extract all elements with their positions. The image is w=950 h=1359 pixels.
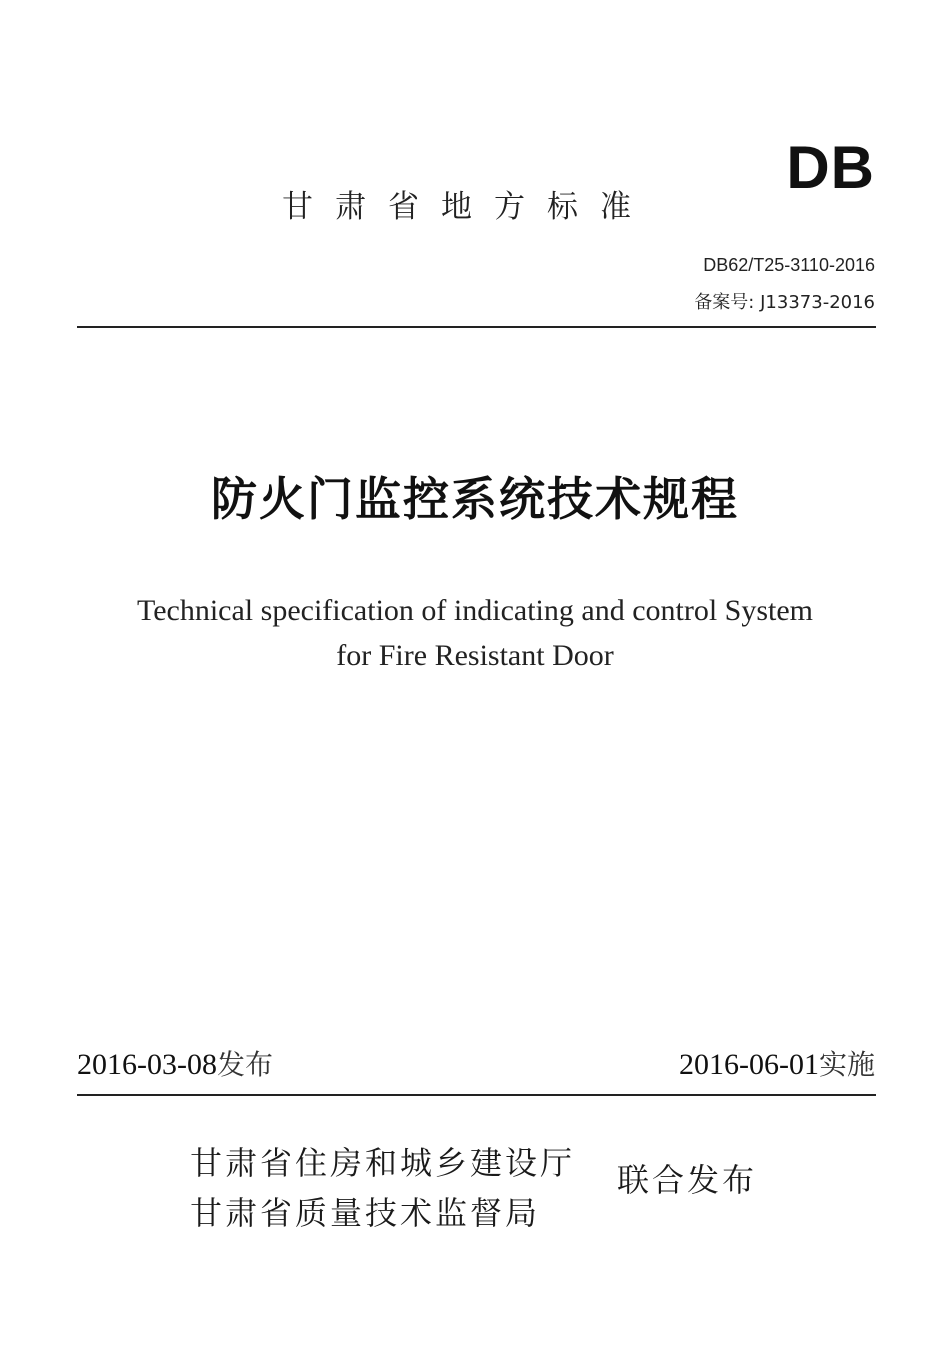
footer-divider [77, 1094, 876, 1096]
record-number-label: 备案号: [694, 292, 755, 313]
publisher-list [190, 1138, 575, 1238]
issue-label: 发布 [216, 1048, 273, 1081]
standard-number: DB62/T25-3110-2016 [703, 255, 875, 275]
english-title-line-1: Technical specification of indicating and control System [136, 594, 814, 627]
record-number-value: J13373-2016 [760, 292, 875, 313]
joint-publication-label: 联合发布 [617, 1161, 758, 1199]
publisher-item: 甘肃省住房和城乡建设厅 [190, 1144, 576, 1182]
header-divider [77, 326, 876, 328]
english-title-line-2: for Fire Resistant Door [336, 639, 614, 672]
document-title-chinese: 防火门监控系统技术规程 [211, 472, 739, 526]
db-standard-mark: DB [786, 134, 875, 201]
implementation-date: 2016-06-01 [679, 1048, 819, 1081]
issue-date-line [77, 1047, 273, 1083]
implementation-date-line [679, 1047, 875, 1083]
standard-type-heading: 甘肃省地方标准 [282, 189, 653, 225]
record-number-line [694, 294, 875, 312]
document-title-english [0, 588, 950, 678]
implementation-label: 实施 [818, 1048, 875, 1081]
issue-date: 2016-03-08 [77, 1048, 217, 1081]
publisher-item: 甘肃省质量技术监督局 [190, 1194, 541, 1232]
